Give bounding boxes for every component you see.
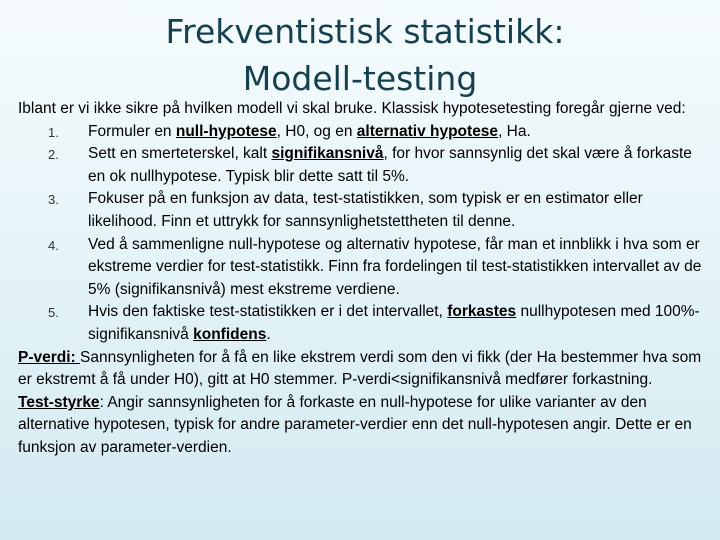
title-line-2: Modell-testing bbox=[242, 59, 478, 98]
title-line-1: Frekventistisk statistikk: bbox=[165, 12, 565, 51]
step-number: 3. bbox=[48, 192, 59, 208]
term-alternative-hypothesis: alternativ hypotese bbox=[356, 122, 499, 140]
step-2 bbox=[18, 143, 708, 188]
step-text: nullhypotesen med 100%-signifikansnivå bbox=[88, 303, 700, 343]
step-text: Sett en smerteterskel, kalt bbox=[88, 145, 272, 163]
power-paragraph bbox=[18, 392, 708, 460]
step-number: 1. bbox=[48, 124, 59, 140]
step-text: . bbox=[266, 325, 271, 343]
step-text: , H0, og en bbox=[276, 122, 357, 140]
intro-paragraph: Iblant er vi ikke sikre på hvilken modell vi skal bruke. Klassisk hypotesetesting foregår gjerne ved: bbox=[18, 100, 686, 117]
pvalue-text: Sannsynligheten for å få en like ekstrem verdi som den vi fikk (der Ha bestemmer hva som er ekstremt å få under H0), gitt at H0 stemmer. P-verdi<signifikansnivå medfører forkastning. bbox=[18, 348, 702, 389]
step-text: Formuler en bbox=[88, 122, 176, 140]
step-5 bbox=[18, 301, 708, 346]
step-number: 4. bbox=[48, 237, 59, 253]
step-text: , for hvor sannsynlig det skal være å forkaste en ok nullhypotese. Typisk blir dette satt til 5%. bbox=[88, 145, 692, 185]
step-text: , Ha. bbox=[498, 122, 531, 140]
term-confidence: konfidens bbox=[193, 325, 267, 343]
step-1 bbox=[18, 121, 708, 144]
step-4 bbox=[18, 234, 708, 302]
pvalue-paragraph bbox=[18, 347, 708, 392]
step-text: Hvis den faktiske test-statistikken er i det intervallet, bbox=[88, 303, 448, 321]
power-text: : Angir sannsynligheten for å forkaste en null-hypotese for ulike varianter av den alternative hypotesen, typisk for andre parameter-verdier enn det null-hypotesen angir. Dette er en funksjon av parameter-verdien. bbox=[18, 393, 692, 456]
step-text: Ved å sammenligne null-hypotese og alternativ hypotese, får man et innblikk i hva som er ekstreme verdier for test-statistikk. Finn fra fordelingen til test-statistikken intervallet av de 5% (signifikansnivå) mest ekstreme verdiene. bbox=[88, 235, 702, 298]
slide-body bbox=[18, 98, 708, 460]
slide-title bbox=[0, 8, 720, 102]
term-rejected: forkastes bbox=[447, 303, 517, 321]
step-number: 2. bbox=[48, 147, 59, 163]
steps-list bbox=[18, 121, 708, 347]
term-significance-level: signifikansnivå bbox=[271, 145, 384, 163]
term-test-power: Test-styrke bbox=[18, 393, 100, 411]
step-3 bbox=[18, 188, 708, 233]
term-null-hypothesis: null-hypotese bbox=[175, 122, 277, 140]
step-text: Fokuser på en funksjon av data, test-statistikken, som typisk er en estimator eller likelihood. Finn et uttrykk for sannsynlighetstettheten til denne. bbox=[88, 190, 643, 230]
term-p-value: P-verdi: bbox=[18, 348, 81, 366]
step-number: 5. bbox=[48, 305, 59, 321]
